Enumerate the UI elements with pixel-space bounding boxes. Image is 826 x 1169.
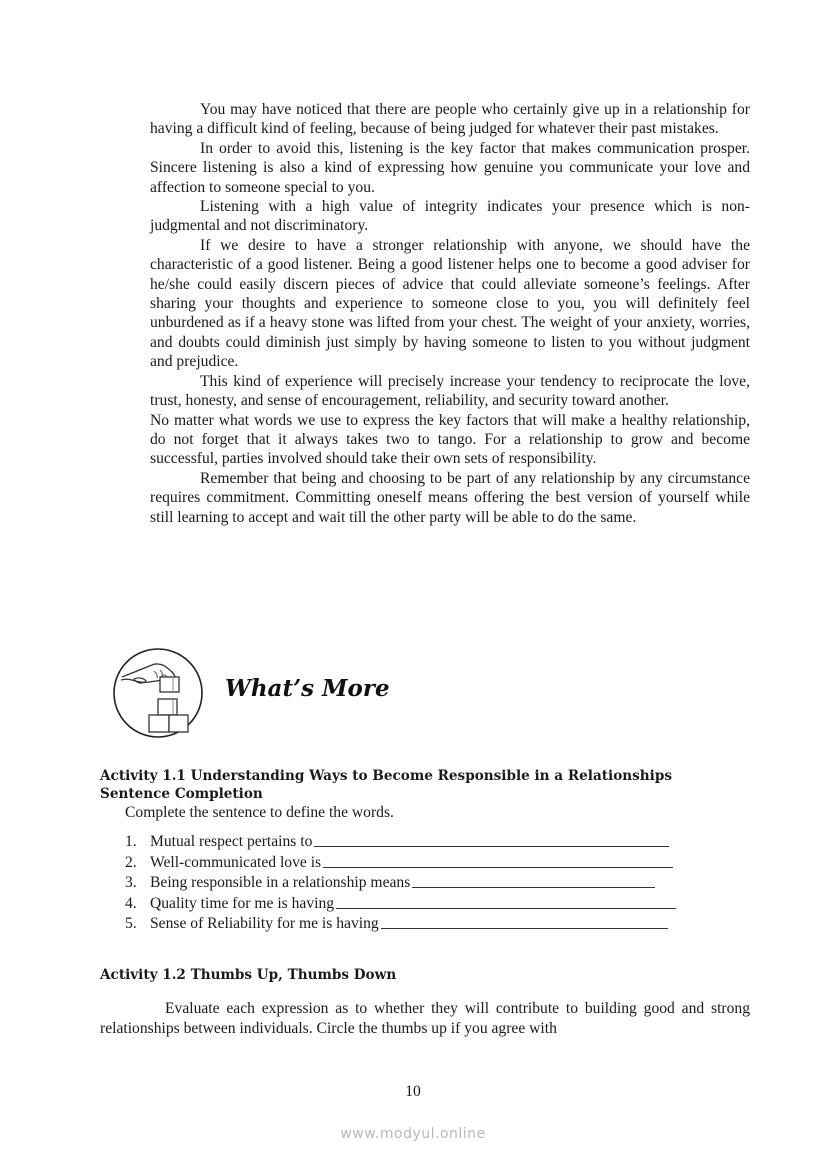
- sentence-completion-list: [125, 832, 750, 935]
- item-number: 4.: [125, 894, 137, 912]
- paragraph: In order to avoid this, listening is the key factor that makes communication prosper. Sincere listening is also a kind of expressing how genuine you communicate your love and affection to someone special to you.: [150, 139, 750, 196]
- paragraph: Listening with a high value of integrity indicates your presence which is non-judgmental and not discriminatory.: [150, 198, 750, 235]
- item-number: 2.: [125, 853, 137, 871]
- item-prompt: Quality time for me is having: [150, 894, 335, 912]
- activity-instruction: Complete the sentence to define the words.: [125, 804, 394, 821]
- item-prompt: Well-communicated love is: [150, 853, 322, 871]
- paragraph: This kind of experience will precisely increase your tendency to reciprocate the love, trust, honesty, and sense of encouragement, reliability, and security toward another.: [150, 372, 750, 410]
- item-number: 3.: [125, 874, 137, 892]
- item-prompt: Mutual respect pertains to: [150, 833, 313, 850]
- list-item: [125, 873, 750, 894]
- activity-1-1: [100, 767, 750, 935]
- paragraph: Remember that being and choosing to be part of any relationship by any circumstance requires commitment. Committing oneself means offering the best version of yourself while still learning to accept and wait till the other party will be able to do the same.: [150, 469, 750, 526]
- section-title: What’s More: [225, 675, 390, 702]
- paragraph: You may have noticed that there are people who certainly give up in a relationship for having a difficult kind of feeling, because of being judged for whatever their past mistakes.: [150, 101, 750, 138]
- answer-blank[interactable]: [314, 832, 669, 847]
- hand-stacking-blocks-icon: [112, 647, 204, 739]
- watermark: www.modyul.online: [340, 1126, 486, 1142]
- page-number: 10: [405, 1083, 421, 1100]
- section-header: [112, 647, 512, 742]
- item-number: 5.: [125, 915, 137, 933]
- list-item: [125, 914, 750, 935]
- paragraph: No matter what words we use to express the key factors that will make a healthy relationship, do not forget that it always takes two to tango. For a relationship to grow and become successful, parties involved should take their own sets of responsibility.: [150, 411, 750, 468]
- activity-subheading: Sentence Completion: [100, 786, 263, 802]
- answer-blank[interactable]: [323, 853, 673, 868]
- paragraph: If we desire to have a stronger relationship with anyone, we should have the characteristic of a good listener. Being a good listener helps one to become a good adviser for he/she could easily discern pieces of advice that could alleviate someone’s feelings. After sharing your thoughts and experience to someone close to you, you will definitely feel unburdened as if a heavy stone was lifted from your chest. The weight of your anxiety, worries, and doubts could diminish just simply by having someone to listen to you without judgment and prejudice.: [150, 236, 750, 371]
- list-item: [125, 853, 750, 874]
- answer-blank[interactable]: [381, 914, 668, 929]
- activity-1-2: [100, 966, 750, 1038]
- item-prompt: Sense of Reliability for me is having: [150, 915, 379, 933]
- answer-blank[interactable]: [336, 894, 676, 909]
- item-number: 1.: [125, 833, 137, 850]
- item-prompt: Being responsible in a relationship means: [150, 874, 411, 892]
- list-item: [125, 894, 750, 915]
- list-item: [125, 832, 750, 853]
- activity-heading: Activity 1.1 Understanding Ways to Become Responsible in a Relationships: [100, 768, 673, 784]
- body-text: [150, 100, 750, 527]
- activity-heading: Activity 1.2 Thumbs Up, Thumbs Down: [100, 967, 397, 983]
- activity-instruction: Evaluate each expression as to whether they will contribute to building good and strong relationships between individuals. Circle the thumbs up if you agree with: [100, 1000, 750, 1037]
- answer-blank[interactable]: [412, 873, 655, 888]
